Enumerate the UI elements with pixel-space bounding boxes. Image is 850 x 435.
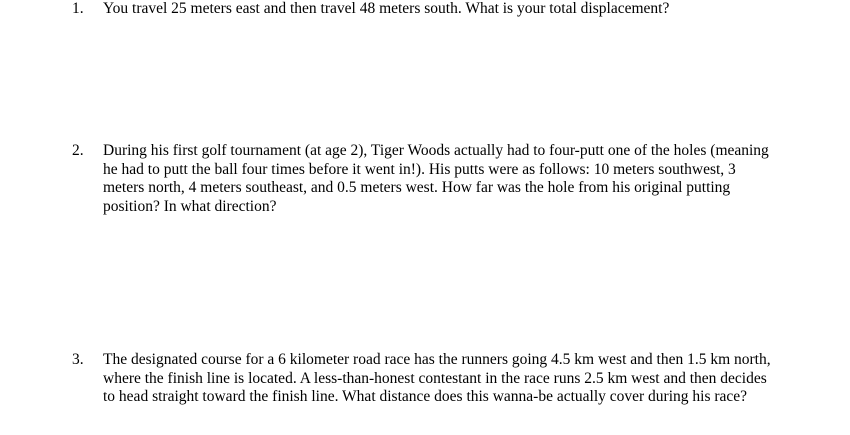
question-3-text: The designated course for a 6 kilometer road race has the runners going 4.5 km west and then 1.5 km north, where the finish line is located. A less-than-honest contestant in the race runs 2.5 km west and then decides to head straight toward the finish line. What distance does this wanna-be actually cover during his race? [103, 351, 771, 405]
question-2-text: During his first golf tournament (at age 2), Tiger Woods actually had to four-putt one of the holes (meaning he had to putt the ball four times before it went in!). His putts were as follows: 10 meters southwest, 3 meters north, 4 meters southeast, and 0.5 meters west. How far was the hole from his original putting position? In what direction? [103, 142, 769, 215]
question-2 [72, 142, 772, 216]
question-1-text: You travel 25 meters east and then travel 48 meters south. What is your total displacement? [103, 0, 670, 17]
question-2-number: 2. [72, 142, 84, 159]
question-1-number: 1. [72, 0, 84, 17]
question-3 [72, 351, 772, 407]
question-1 [72, 0, 772, 19]
question-3-number: 3. [72, 351, 84, 368]
